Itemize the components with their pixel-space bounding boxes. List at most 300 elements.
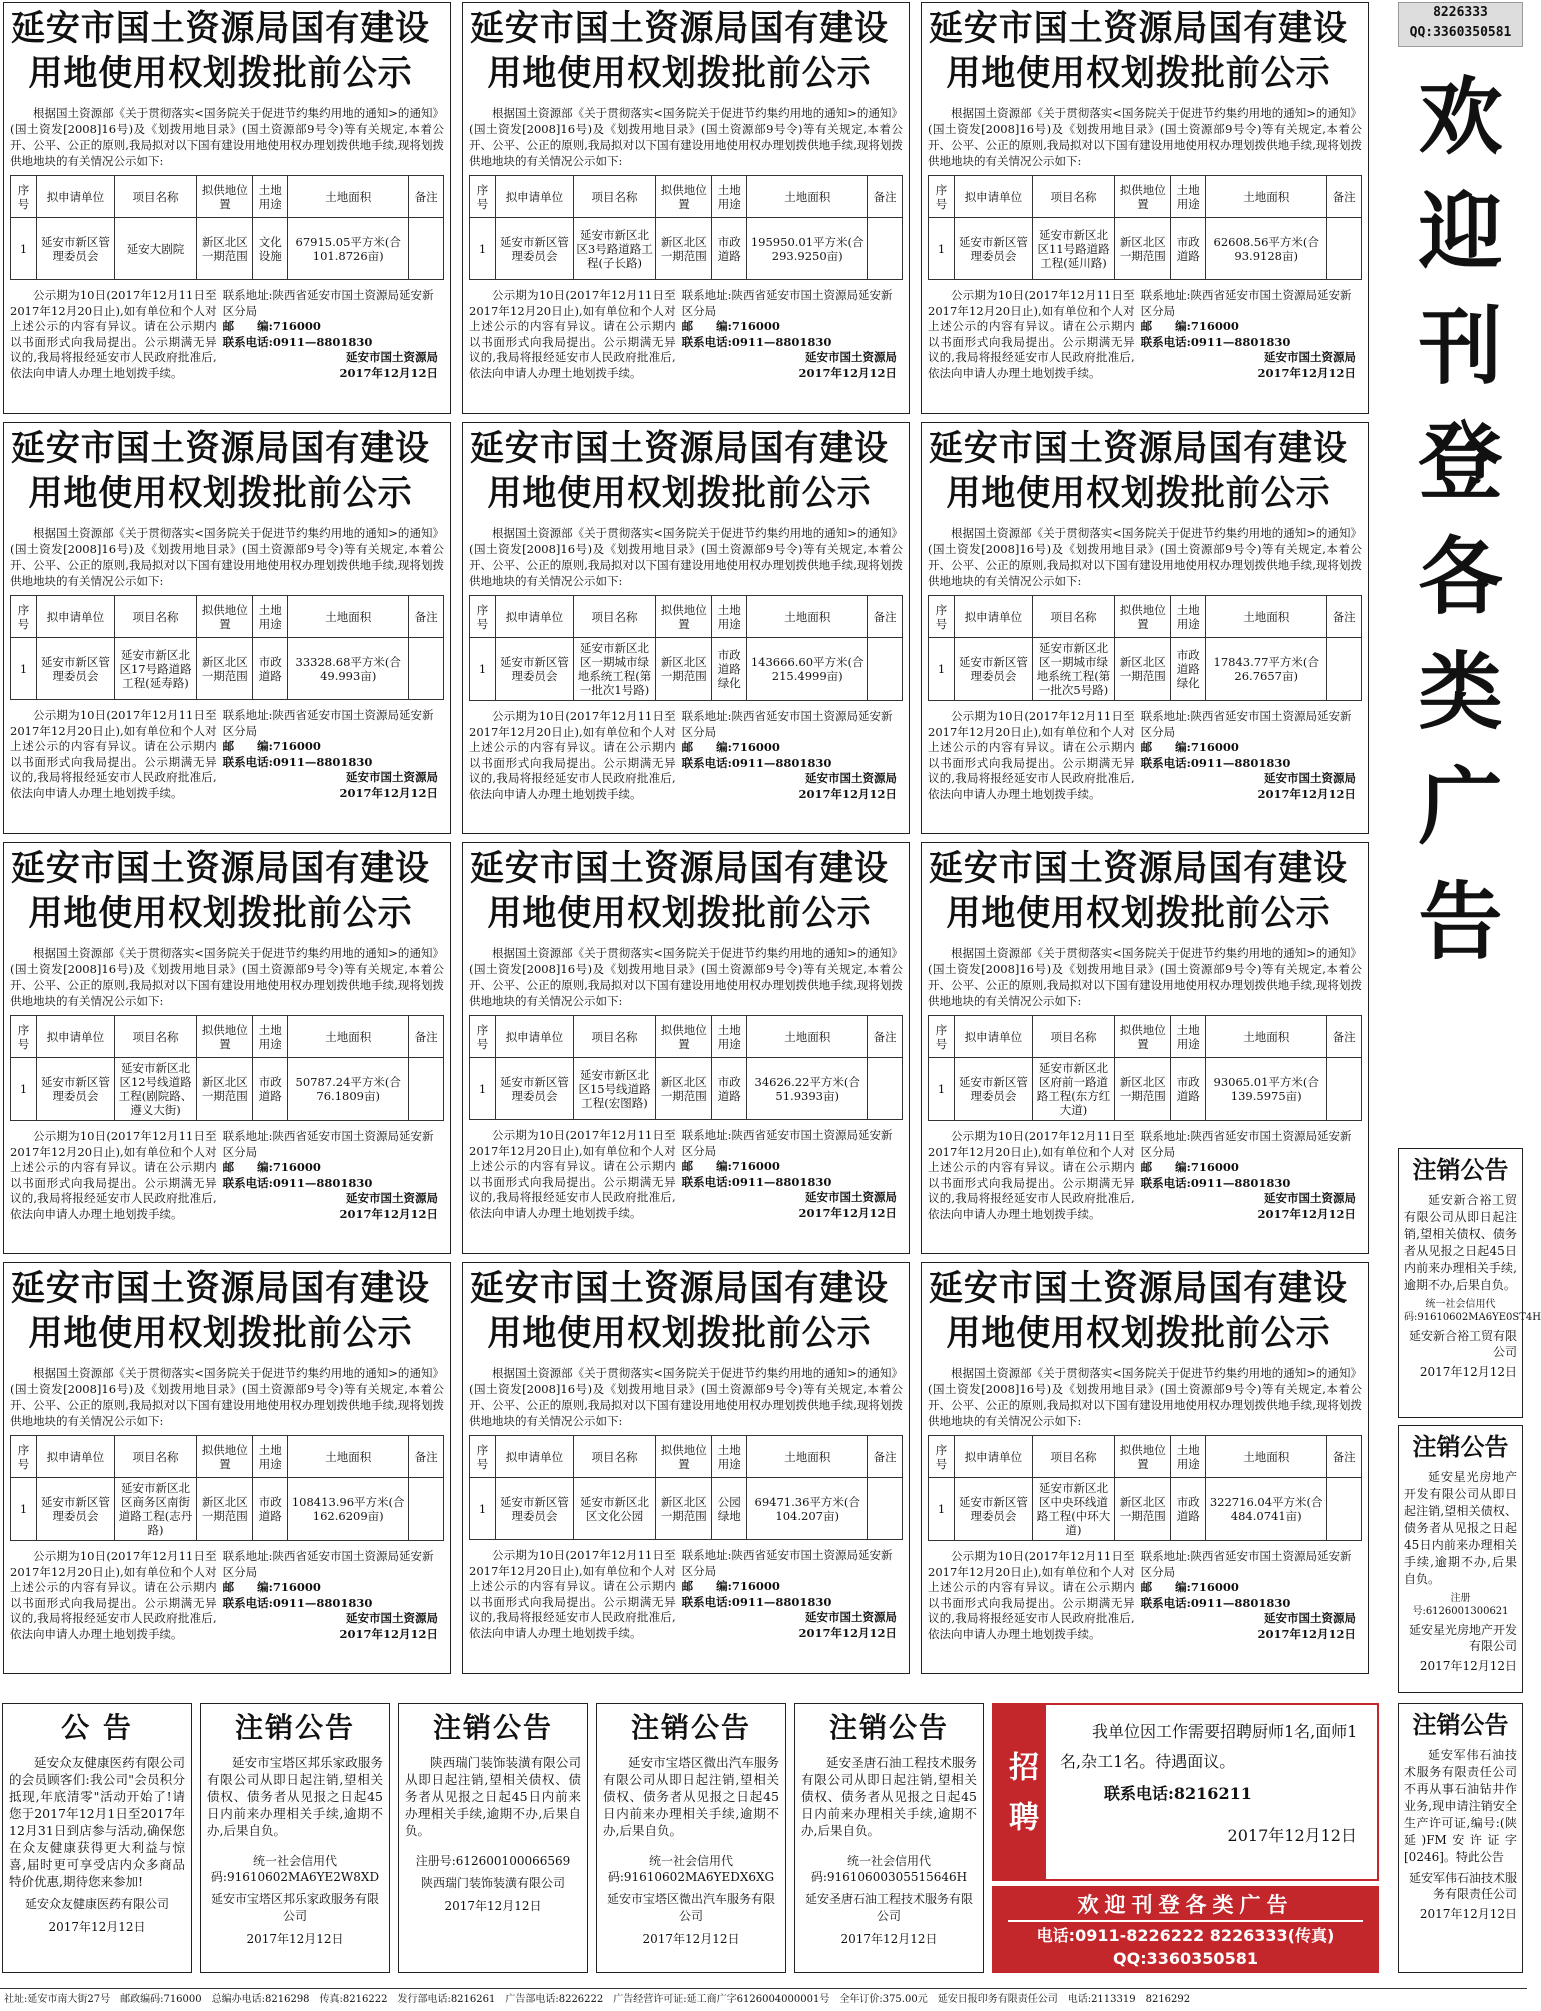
notice-title: 用地使用权划拨批前公示 bbox=[28, 894, 413, 934]
bottom-notice-reg: 统一社会信用代码:91610602MA6YEDX6XG bbox=[607, 1854, 775, 1884]
table-row bbox=[470, 1058, 903, 1120]
cell-no: 1 bbox=[470, 1058, 496, 1120]
column-header: 序号 bbox=[470, 1016, 496, 1058]
column-header: 序号 bbox=[470, 1436, 496, 1478]
notice-org: 延安市国土资源局 bbox=[1263, 1611, 1356, 1625]
notice-title: 延安市国土资源局国有建设 bbox=[469, 9, 890, 49]
notice-contact bbox=[223, 708, 444, 801]
notice-contact bbox=[223, 288, 444, 381]
bottom-notice-body: 延安市宝塔区邦乐家政服务有限公司从即日起注销,望相关债权、债务者从见报之日起45日内前来办理相关手续,逾期不办,后果自负。 bbox=[207, 1755, 383, 1838]
advertising-welcome-box bbox=[992, 1886, 1379, 1973]
column-header: 项目名称 bbox=[573, 596, 655, 638]
land-table bbox=[928, 175, 1362, 280]
recruit-tag: 招聘 bbox=[994, 1705, 1046, 1879]
notice-title: 延安市国土资源局国有建设 bbox=[10, 1269, 431, 1309]
column-header: 土地用途 bbox=[1171, 176, 1206, 218]
notice-title: 延安市国土资源局国有建设 bbox=[928, 1269, 1349, 1309]
land-table bbox=[469, 1015, 903, 1120]
contact-postcode: 邮 编:716000 bbox=[222, 1580, 321, 1594]
cell-area: 69471.36平方米(合104.207亩) bbox=[747, 1478, 868, 1540]
side-notice-body: 延安星光房地产开发有限公司从即日起注销,望相关债权、债务者从见报之日起45日内前来办理相关手续,逾期不办,后果自负。 bbox=[1404, 1470, 1517, 1586]
notice-title: 用地使用权划拨批前公示 bbox=[28, 474, 413, 514]
cell-project: 延安市新区北区12号线道路工程(剧院路、遵义大街) bbox=[114, 1058, 196, 1121]
ad-qq-line: QQ:3360350581 bbox=[1113, 1949, 1258, 1968]
notice-contact bbox=[682, 709, 903, 802]
cell-use: 市政道路 bbox=[253, 638, 288, 700]
cell-location: 新区北区一期范围 bbox=[1115, 218, 1171, 280]
column-header: 备注 bbox=[409, 176, 444, 218]
column-header: 拟申请单位 bbox=[36, 1436, 114, 1478]
cell-remark bbox=[1327, 218, 1362, 280]
column-header: 序号 bbox=[470, 596, 496, 638]
cell-project: 延安市新区北区11号路道路工程(延川路) bbox=[1032, 218, 1114, 280]
cell-use: 市政道路 bbox=[253, 1058, 288, 1121]
column-header: 土地面积 bbox=[747, 176, 868, 218]
land-table bbox=[469, 175, 903, 280]
column-header: 土地用途 bbox=[1171, 1016, 1206, 1058]
land-notice bbox=[3, 1262, 451, 1674]
contact-postcode: 邮 编:716000 bbox=[681, 1159, 780, 1173]
column-header: 拟供地位置 bbox=[656, 1016, 712, 1058]
contact-phone: 联系电话:0911—8801830 bbox=[681, 755, 832, 770]
notice-date: 2017年12月12日 bbox=[339, 365, 438, 380]
bottom-notice-date: 2017年12月12日 bbox=[840, 1932, 938, 1946]
table-header-row bbox=[11, 1436, 444, 1478]
table-row bbox=[11, 1058, 444, 1121]
contact-address: 联系地址:陕西省延安市国土资源局延安新区分局 bbox=[681, 1548, 893, 1578]
notice-footer bbox=[928, 1549, 1362, 1642]
contact-phone: 联系电话:0911—8801830 bbox=[681, 334, 832, 349]
notice-period: 公示期为10日(2017年12月11日至2017年12月20日止),如有单位和个人对上述公示的内容有异议。请在公示期内以书面形式向我局提出。公示期满无异议的,我局将报经延安市人民政府批准后,依法向申请人办理土地划拨手续。 bbox=[469, 709, 676, 801]
cell-area: 143666.60平方米(合215.4999亩) bbox=[747, 638, 868, 701]
notice-intro: 根据国土资源部《关于贯彻落实<国务院关于促进节约集约用地的通知>的通知》(国土资发[2008]16号)及《划拨用地目录》(国土资源部9号令)等有关规定,本着公开、公平、公正的原则,我局拟对以下国有建设用地使用权办理划拨供地手续,现将划拨供地地块的有关情况公示如下: bbox=[469, 526, 903, 588]
land-table bbox=[469, 595, 903, 701]
bottom-notice-date: 2017年12月12日 bbox=[48, 1920, 146, 1934]
contact-address: 联系地址:陕西省延安市国土资源局延安新区分局 bbox=[681, 709, 893, 739]
land-notice bbox=[921, 2, 1369, 414]
notice-contact bbox=[1141, 1549, 1362, 1642]
column-header: 拟供地位置 bbox=[1115, 1016, 1171, 1058]
side-notice-date: 2017年12月12日 bbox=[1419, 1365, 1517, 1379]
column-header: 拟供地位置 bbox=[197, 596, 253, 638]
cell-area: 17843.77平方米(合26.7657亩) bbox=[1206, 638, 1327, 701]
cell-no: 1 bbox=[11, 1058, 37, 1121]
contact-address: 联系地址:陕西省延安市国土资源局延安新区分局 bbox=[222, 1129, 434, 1159]
column-header: 备注 bbox=[409, 596, 444, 638]
cell-applicant: 延安市新区管理委员会 bbox=[954, 1058, 1032, 1121]
cell-area: 195950.01平方米(合293.9250亩) bbox=[747, 218, 868, 280]
cell-applicant: 延安市新区管理委员会 bbox=[954, 638, 1032, 701]
cell-remark bbox=[868, 218, 903, 280]
notice-intro: 根据国土资源部《关于贯彻落实<国务院关于促进节约集约用地的通知>的通知》(国土资发[2008]16号)及《划拨用地目录》(国土资源部9号令)等有关规定,本着公开、公平、公正的原则,我局拟对以下国有建设用地使用权办理划拨供地手续,现将划拨供地地块的有关情况公示如下: bbox=[928, 526, 1362, 588]
welcome-char: 类 bbox=[1418, 643, 1503, 741]
cell-applicant: 延安市新区管理委员会 bbox=[495, 1478, 573, 1540]
table-row bbox=[929, 1478, 1362, 1541]
cell-project: 延安市新区北区一期城市绿地系统工程(第一批次5号路) bbox=[1032, 638, 1114, 701]
recruit-text: 我单位因工作需要招聘厨师1名,面师1名,杂工1名。待遇面议。 bbox=[1060, 1722, 1358, 1771]
contact-phone: 联系电话:0911—8801830 bbox=[222, 1175, 373, 1190]
bottom-notice-title: 注销公告 bbox=[234, 1711, 355, 1744]
land-table bbox=[928, 1015, 1362, 1121]
top-qq: QQ:3360350581 bbox=[1409, 25, 1512, 40]
contact-phone: 联系电话:0911—8801830 bbox=[222, 754, 373, 769]
column-header: 序号 bbox=[11, 1436, 37, 1478]
notice-title: 用地使用权划拨批前公示 bbox=[487, 474, 872, 514]
notice-intro: 根据国土资源部《关于贯彻落实<国务院关于促进节约集约用地的通知>的通知》(国土资发[2008]16号)及《划拨用地目录》(国土资源部9号令)等有关规定,本着公开、公平、公正的原则,我局拟对以下国有建设用地使用权办理划拨供地手续,现将划拨供地地块的有关情况公示如下: bbox=[10, 526, 444, 588]
contact-phone: 联系电话:0911—8801830 bbox=[1140, 334, 1291, 349]
cell-remark bbox=[868, 1478, 903, 1540]
newspaper-footer: 社址:延安市南大街27号 邮政编码:716000 总编办电话:8216298 传真:8216222 发行部电话:8216261 广告部电话:8226222 广告经营许可证:延工商广字6126004000001号 全年订价:375.00元 延安日报印务有限责任公司 电话:2113319 8216292 bbox=[0, 1988, 1527, 2011]
column-header: 土地用途 bbox=[712, 1436, 747, 1478]
column-header: 项目名称 bbox=[114, 596, 196, 638]
contact-phone: 联系电话:0911—8801830 bbox=[681, 1594, 832, 1609]
column-header: 序号 bbox=[470, 176, 496, 218]
bottom-notice-title: 注销公告 bbox=[432, 1711, 553, 1744]
notice-period: 公示期为10日(2017年12月11日至2017年12月20日止),如有单位和个人对上述公示的内容有异议。请在公示期内以书面形式向我局提出。公示期满无异议的,我局将报经延安市人民政府批准后,依法向申请人办理土地划拨手续。 bbox=[469, 1548, 676, 1640]
notice-date: 2017年12月12日 bbox=[798, 786, 897, 801]
notice-footer bbox=[10, 288, 444, 381]
side-notice-date: 2017年12月12日 bbox=[1419, 1907, 1517, 1921]
cell-location: 新区北区一期范围 bbox=[197, 1478, 253, 1541]
column-header: 土地用途 bbox=[253, 1436, 288, 1478]
cell-remark bbox=[1327, 1058, 1362, 1121]
welcome-char: 告 bbox=[1418, 873, 1503, 971]
side-cancel-notice-3 bbox=[1398, 1703, 1523, 1973]
cell-remark bbox=[1327, 1478, 1362, 1541]
contact-address: 联系地址:陕西省延安市国土资源局延安新区分局 bbox=[681, 288, 893, 318]
notice-title: 用地使用权划拨批前公示 bbox=[487, 894, 872, 934]
recruitment-ad bbox=[992, 1703, 1379, 1881]
cell-use: 市政道路 bbox=[1171, 218, 1206, 280]
column-header: 拟申请单位 bbox=[954, 596, 1032, 638]
notice-footer bbox=[928, 709, 1362, 802]
column-header: 拟申请单位 bbox=[36, 1016, 114, 1058]
notice-intro: 根据国土资源部《关于贯彻落实<国务院关于促进节约集约用地的通知>的通知》(国土资发[2008]16号)及《划拨用地目录》(国土资源部9号令)等有关规定,本着公开、公平、公正的原则,我局拟对以下国有建设用地使用权办理划拨供地手续,现将划拨供地地块的有关情况公示如下: bbox=[469, 1366, 903, 1428]
side-notice-date: 2017年12月12日 bbox=[1419, 1659, 1517, 1673]
notice-title: 用地使用权划拨批前公示 bbox=[487, 54, 872, 94]
bottom-notice-announcement bbox=[2, 1703, 192, 1973]
contact-phone: 联系电话:0911—8801830 bbox=[1140, 1175, 1291, 1190]
notice-period: 公示期为10日(2017年12月11日至2017年12月20日止),如有单位和个人对上述公示的内容有异议。请在公示期内以书面形式向我局提出。公示期满无异议的,我局将报经延安市人民政府批准后,依法向申请人办理土地划拨手续。 bbox=[469, 1128, 676, 1220]
contact-postcode: 邮 编:716000 bbox=[1140, 1580, 1239, 1594]
land-table bbox=[10, 175, 444, 280]
side-notice-title: 注销公告 bbox=[1412, 1156, 1509, 1184]
notice-contact bbox=[1141, 709, 1362, 802]
cell-applicant: 延安市新区管理委员会 bbox=[36, 1058, 114, 1121]
bottom-notice-sign: 陕西瑞门装饰装潢有限公司 bbox=[420, 1876, 565, 1890]
notice-footer bbox=[10, 1129, 444, 1222]
column-header: 拟供地位置 bbox=[1115, 176, 1171, 218]
column-header: 项目名称 bbox=[1032, 596, 1114, 638]
ad-welcome-line: 欢迎刊登各类广告 bbox=[1077, 1893, 1294, 1917]
welcome-char: 刊 bbox=[1418, 298, 1503, 396]
column-header: 备注 bbox=[868, 1016, 903, 1058]
column-header: 拟申请单位 bbox=[954, 176, 1032, 218]
notice-period: 公示期为10日(2017年12月11日至2017年12月20日止),如有单位和个人对上述公示的内容有异议。请在公示期内以书面形式向我局提出。公示期满无异议的,我局将报经延安市人民政府批准后,依法向申请人办理土地划拨手续。 bbox=[10, 1549, 217, 1641]
table-row bbox=[470, 1478, 903, 1540]
notice-contact bbox=[223, 1129, 444, 1222]
table-row bbox=[929, 638, 1362, 701]
cell-no: 1 bbox=[929, 218, 955, 280]
cell-applicant: 延安市新区管理委员会 bbox=[954, 218, 1032, 280]
notice-title: 用地使用权划拨批前公示 bbox=[487, 1314, 872, 1354]
cell-area: 93065.01平方米(合139.5975亩) bbox=[1206, 1058, 1327, 1121]
recruit-phone: 联系电话:8216211 bbox=[1104, 1784, 1252, 1803]
land-table bbox=[928, 1435, 1362, 1541]
notice-title: 延安市国土资源局国有建设 bbox=[10, 849, 431, 889]
contact-postcode: 邮 编:716000 bbox=[222, 739, 321, 753]
column-header: 序号 bbox=[11, 596, 37, 638]
column-header: 项目名称 bbox=[1032, 1016, 1114, 1058]
column-header: 土地用途 bbox=[253, 176, 288, 218]
cell-applicant: 延安市新区管理委员会 bbox=[495, 638, 573, 701]
column-header: 备注 bbox=[409, 1016, 444, 1058]
cell-project: 延安市新区北区商务区南街道路工程(志丹路) bbox=[114, 1478, 196, 1541]
column-header: 拟供地位置 bbox=[1115, 1436, 1171, 1478]
notice-intro: 根据国土资源部《关于贯彻落实<国务院关于促进节约集约用地的通知>的通知》(国土资发[2008]16号)及《划拨用地目录》(国土资源部9号令)等有关规定,本着公开、公平、公正的原则,我局拟对以下国有建设用地使用权办理划拨供地手续,现将划拨供地地块的有关情况公示如下: bbox=[10, 946, 444, 1008]
cell-remark bbox=[409, 1478, 444, 1541]
side-notice-sign: 延安新合裕工贸有限公司 bbox=[1408, 1329, 1517, 1359]
notice-period: 公示期为10日(2017年12月11日至2017年12月20日止),如有单位和个人对上述公示的内容有异议。请在公示期内以书面形式向我局提出。公示期满无异议的,我局将报经延安市人民政府批准后,依法向申请人办理土地划拨手续。 bbox=[928, 1549, 1135, 1641]
contact-postcode: 邮 编:716000 bbox=[681, 740, 780, 754]
column-header: 项目名称 bbox=[573, 1436, 655, 1478]
column-header: 拟供地位置 bbox=[197, 1016, 253, 1058]
contact-address: 联系地址:陕西省延安市国土资源局延安新区分局 bbox=[222, 288, 434, 318]
column-header: 备注 bbox=[1327, 1016, 1362, 1058]
column-header: 土地用途 bbox=[712, 1016, 747, 1058]
column-header: 土地用途 bbox=[712, 176, 747, 218]
table-header-row bbox=[929, 176, 1362, 218]
column-header: 拟申请单位 bbox=[36, 176, 114, 218]
bottom-notice-date: 2017年12月12日 bbox=[246, 1932, 344, 1946]
contact-phone: 联系电话:0911—8801830 bbox=[222, 1595, 373, 1610]
table-header-row bbox=[11, 176, 444, 218]
contact-postcode: 邮 编:716000 bbox=[681, 319, 780, 333]
column-header: 备注 bbox=[868, 176, 903, 218]
contact-postcode: 邮 编:716000 bbox=[222, 1160, 321, 1174]
cell-no: 1 bbox=[929, 1058, 955, 1121]
land-table bbox=[469, 1435, 903, 1540]
cell-project: 延安市新区北区3号路道路工程(子长路) bbox=[573, 218, 655, 280]
notice-footer bbox=[928, 1129, 1362, 1222]
notice-date: 2017年12月12日 bbox=[339, 785, 438, 800]
cell-location: 新区北区一期范围 bbox=[656, 1058, 712, 1120]
notice-intro: 根据国土资源部《关于贯彻落实<国务院关于促进节约集约用地的通知>的通知》(国土资发[2008]16号)及《划拨用地目录》(国土资源部9号令)等有关规定,本着公开、公平、公正的原则,我局拟对以下国有建设用地使用权办理划拨供地手续,现将划拨供地地块的有关情况公示如下: bbox=[469, 946, 903, 1008]
cell-applicant: 延安市新区管理委员会 bbox=[954, 1478, 1032, 1541]
column-header: 土地面积 bbox=[1206, 1016, 1327, 1058]
notice-period: 公示期为10日(2017年12月11日至2017年12月20日止),如有单位和个人对上述公示的内容有异议。请在公示期内以书面形式向我局提出。公示期满无异议的,我局将报经延安市人民政府批准后,依法向申请人办理土地划拨手续。 bbox=[10, 288, 217, 380]
column-header: 项目名称 bbox=[114, 176, 196, 218]
cell-project: 延安市新区北区中央环线道路工程(中环大道) bbox=[1032, 1478, 1114, 1541]
contact-address: 联系地址:陕西省延安市国土资源局延安新区分局 bbox=[222, 708, 434, 738]
column-header: 项目名称 bbox=[1032, 176, 1114, 218]
cell-no: 1 bbox=[11, 638, 37, 700]
cell-remark bbox=[868, 638, 903, 701]
bottom-cancel-notice-2 bbox=[398, 1703, 588, 1973]
cell-remark bbox=[409, 1058, 444, 1121]
notice-title: 延安市国土资源局国有建设 bbox=[10, 429, 431, 469]
cell-remark bbox=[868, 1058, 903, 1120]
column-header: 拟申请单位 bbox=[495, 1016, 573, 1058]
column-header: 土地面积 bbox=[747, 1016, 868, 1058]
contact-postcode: 邮 编:716000 bbox=[1140, 740, 1239, 754]
notice-intro: 根据国土资源部《关于贯彻落实<国务院关于促进节约集约用地的通知>的通知》(国土资发[2008]16号)及《划拨用地目录》(国土资源部9号令)等有关规定,本着公开、公平、公正的原则,我局拟对以下国有建设用地使用权办理划拨供地手续,现将划拨供地地块的有关情况公示如下: bbox=[928, 1366, 1362, 1428]
cell-area: 67915.05平方米(合101.8726亩) bbox=[288, 218, 409, 280]
cell-area: 62608.56平方米(合93.9128亩) bbox=[1206, 218, 1327, 280]
column-header: 土地面积 bbox=[747, 1436, 868, 1478]
notice-intro: 根据国土资源部《关于贯彻落实<国务院关于促进节约集约用地的通知>的通知》(国土资发[2008]16号)及《划拨用地目录》(国土资源部9号令)等有关规定,本着公开、公平、公正的原则,我局拟对以下国有建设用地使用权办理划拨供地手续,现将划拨供地地块的有关情况公示如下: bbox=[10, 1366, 444, 1428]
cell-project: 延安市新区北区17号路道路工程(延寿路) bbox=[114, 638, 196, 700]
notice-title: 延安市国土资源局国有建设 bbox=[928, 849, 1349, 889]
cell-project: 延安大剧院 bbox=[114, 218, 196, 280]
cell-remark bbox=[409, 638, 444, 700]
cell-location: 新区北区一期范围 bbox=[656, 1478, 712, 1540]
notice-period: 公示期为10日(2017年12月11日至2017年12月20日止),如有单位和个人对上述公示的内容有异议。请在公示期内以书面形式向我局提出。公示期满无异议的,我局将报经延安市人民政府批准后,依法向申请人办理土地划拨手续。 bbox=[928, 1129, 1135, 1221]
column-header: 土地面积 bbox=[747, 596, 868, 638]
notice-title: 用地使用权划拨批前公示 bbox=[946, 474, 1331, 514]
cell-use: 文化设施 bbox=[253, 218, 288, 280]
side-notice-reg: 统一社会信用代码:91610602MA6YE0ST4H bbox=[1404, 1299, 1541, 1323]
column-header: 拟申请单位 bbox=[954, 1016, 1032, 1058]
bottom-notice-title: 注销公告 bbox=[828, 1711, 949, 1744]
notice-org: 延安市国土资源局 bbox=[804, 1190, 897, 1204]
table-header-row bbox=[929, 596, 1362, 638]
contact-phone: 联系电话:0911—8801830 bbox=[222, 334, 373, 349]
side-cancel-notice-1 bbox=[1398, 1148, 1541, 1418]
notice-title: 延安市国土资源局国有建设 bbox=[928, 9, 1349, 49]
notice-org: 延安市国土资源局 bbox=[804, 350, 897, 364]
welcome-char: 欢 bbox=[1418, 68, 1503, 166]
cell-no: 1 bbox=[929, 1478, 955, 1541]
column-header: 拟申请单位 bbox=[36, 596, 114, 638]
column-header: 拟供地位置 bbox=[656, 596, 712, 638]
cell-remark bbox=[1327, 638, 1362, 701]
notice-title: 延安市国土资源局国有建设 bbox=[469, 1269, 890, 1309]
notice-contact bbox=[682, 288, 903, 381]
bottom-notice-sign: 延安圣唐石油工程技术服务有限公司 bbox=[804, 1892, 973, 1923]
cell-use: 市政道路绿化 bbox=[712, 638, 747, 701]
cell-use: 市政道路 bbox=[712, 1058, 747, 1120]
contact-postcode: 邮 编:716000 bbox=[1140, 319, 1239, 333]
land-notice bbox=[921, 422, 1369, 834]
notice-date: 2017年12月12日 bbox=[339, 1626, 438, 1641]
welcome-char: 各 bbox=[1418, 528, 1503, 626]
column-header: 备注 bbox=[409, 1436, 444, 1478]
notice-intro: 根据国土资源部《关于贯彻落实<国务院关于促进节约集约用地的通知>的通知》(国土资发[2008]16号)及《划拨用地目录》(国土资源部9号令)等有关规定,本着公开、公平、公正的原则,我局拟对以下国有建设用地使用权办理划拨供地手续,现将划拨供地地块的有关情况公示如下: bbox=[928, 106, 1362, 168]
table-row bbox=[929, 1058, 1362, 1121]
column-header: 土地用途 bbox=[253, 596, 288, 638]
side-notice-body: 延安新合裕工贸有限公司从即日起注销,望相关债权、债务者从见报之日起45日内前来办理相关手续,逾期不办,后果自负。 bbox=[1404, 1193, 1517, 1292]
side-notice-sign: 延安星光房地产开发有限公司 bbox=[1408, 1623, 1517, 1653]
top-contact-bar bbox=[1398, 2, 1523, 47]
bottom-notice-reg: 注册号:612600100066569 bbox=[415, 1854, 571, 1868]
contact-address: 联系地址:陕西省延安市国土资源局延安新区分局 bbox=[681, 1128, 893, 1158]
table-header-row bbox=[470, 1436, 903, 1478]
bottom-notice-body: 陕西瑞门装饰装潢有限公司从即日起注销,望相关债权、债务者从见报之日起45日内前来办理相关手续,逾期不办,后果自负。 bbox=[405, 1755, 581, 1838]
column-header: 序号 bbox=[11, 176, 37, 218]
column-header: 土地面积 bbox=[288, 1436, 409, 1478]
table-header-row bbox=[470, 1016, 903, 1058]
column-header: 项目名称 bbox=[1032, 1436, 1114, 1478]
notice-period: 公示期为10日(2017年12月11日至2017年12月20日止),如有单位和个人对上述公示的内容有异议。请在公示期内以书面形式向我局提出。公示期满无异议的,我局将报经延安市人民政府批准后,依法向申请人办理土地划拨手续。 bbox=[469, 288, 676, 380]
table-header-row bbox=[11, 1016, 444, 1058]
cell-location: 新区北区一期范围 bbox=[1115, 1478, 1171, 1541]
land-notice bbox=[462, 422, 910, 834]
welcome-char: 登 bbox=[1418, 413, 1503, 511]
land-notice bbox=[462, 1262, 910, 1674]
cell-use: 市政道路 bbox=[1171, 1478, 1206, 1541]
notice-date: 2017年12月12日 bbox=[339, 1206, 438, 1221]
cell-location: 新区北区一期范围 bbox=[1115, 638, 1171, 701]
notice-intro: 根据国土资源部《关于贯彻落实<国务院关于促进节约集约用地的通知>的通知》(国土资发[2008]16号)及《划拨用地目录》(国土资源部9号令)等有关规定,本着公开、公平、公正的原则,我局拟对以下国有建设用地使用权办理划拨供地手续,现将划拨供地地块的有关情况公示如下: bbox=[469, 106, 903, 168]
notice-footer bbox=[469, 709, 903, 802]
contact-postcode: 邮 编:716000 bbox=[1140, 1160, 1239, 1174]
table-header-row bbox=[11, 596, 444, 638]
notice-org: 延安市国土资源局 bbox=[1263, 771, 1356, 785]
notice-org: 延安市国土资源局 bbox=[345, 1191, 438, 1205]
notice-contact bbox=[223, 1549, 444, 1642]
notice-contact bbox=[1141, 1129, 1362, 1222]
column-header: 拟供地位置 bbox=[656, 1436, 712, 1478]
column-header: 备注 bbox=[868, 1436, 903, 1478]
cell-location: 新区北区一期范围 bbox=[197, 218, 253, 280]
notice-org: 延安市国土资源局 bbox=[804, 1610, 897, 1624]
cell-no: 1 bbox=[11, 218, 37, 280]
bottom-notice-title: 公 告 bbox=[61, 1711, 133, 1744]
cell-no: 1 bbox=[470, 218, 496, 280]
cell-applicant: 延安市新区管理委员会 bbox=[36, 1478, 114, 1541]
cell-use: 市政道路绿化 bbox=[1171, 638, 1206, 701]
cell-no: 1 bbox=[929, 638, 955, 701]
contact-address: 联系地址:陕西省延安市国土资源局延安新区分局 bbox=[1140, 288, 1352, 318]
land-notice bbox=[921, 1262, 1369, 1674]
land-notice bbox=[3, 2, 451, 414]
column-header: 拟供地位置 bbox=[197, 1436, 253, 1478]
column-header: 拟供地位置 bbox=[1115, 596, 1171, 638]
notice-org: 延安市国土资源局 bbox=[345, 1611, 438, 1625]
bottom-notice-reg: 统一社会信用代码:91610602MA6YE2W8XD bbox=[210, 1854, 380, 1884]
table-row bbox=[470, 638, 903, 701]
notice-date: 2017年12月12日 bbox=[1257, 365, 1356, 380]
cell-area: 322716.04平方米(合484.0741亩) bbox=[1206, 1478, 1327, 1541]
column-header: 序号 bbox=[929, 596, 955, 638]
cell-area: 33328.68平方米(合49.993亩) bbox=[288, 638, 409, 700]
column-header: 备注 bbox=[1327, 176, 1362, 218]
side-notice-reg: 注册号:6126001300621 bbox=[1412, 1593, 1509, 1617]
cell-location: 新区北区一期范围 bbox=[656, 218, 712, 280]
table-row bbox=[929, 218, 1362, 280]
column-header: 拟申请单位 bbox=[954, 1436, 1032, 1478]
notice-date: 2017年12月12日 bbox=[798, 1205, 897, 1220]
column-header: 土地用途 bbox=[253, 1016, 288, 1058]
column-header: 土地面积 bbox=[1206, 176, 1327, 218]
land-table bbox=[10, 1015, 444, 1121]
side-cancel-notice-2 bbox=[1398, 1425, 1523, 1693]
cell-project: 延安市新区北区府前一路道路工程(东方红大道) bbox=[1032, 1058, 1114, 1121]
bottom-cancel-notice-3 bbox=[596, 1703, 786, 1973]
notice-intro: 根据国土资源部《关于贯彻落实<国务院关于促进节约集约用地的通知>的通知》(国土资发[2008]16号)及《划拨用地目录》(国土资源部9号令)等有关规定,本着公开、公平、公正的原则,我局拟对以下国有建设用地使用权办理划拨供地手续,现将划拨供地地块的有关情况公示如下: bbox=[928, 946, 1362, 1008]
notice-footer bbox=[469, 1128, 903, 1221]
cell-area: 50787.24平方米(合76.1809亩) bbox=[288, 1058, 409, 1121]
notice-org: 延安市国土资源局 bbox=[804, 771, 897, 785]
bottom-notice-title: 注销公告 bbox=[630, 1711, 751, 1744]
cell-applicant: 延安市新区管理委员会 bbox=[495, 218, 573, 280]
cell-project: 延安市新区北区一期城市绿地系统工程(第一批次1号路) bbox=[573, 638, 655, 701]
notice-period: 公示期为10日(2017年12月11日至2017年12月20日止),如有单位和个人对上述公示的内容有异议。请在公示期内以书面形式向我局提出。公示期满无异议的,我局将报经延安市人民政府批准后,依法向申请人办理土地划拨手续。 bbox=[10, 1129, 217, 1221]
land-table bbox=[10, 595, 444, 700]
column-header: 拟申请单位 bbox=[495, 176, 573, 218]
notice-date: 2017年12月12日 bbox=[1257, 786, 1356, 801]
